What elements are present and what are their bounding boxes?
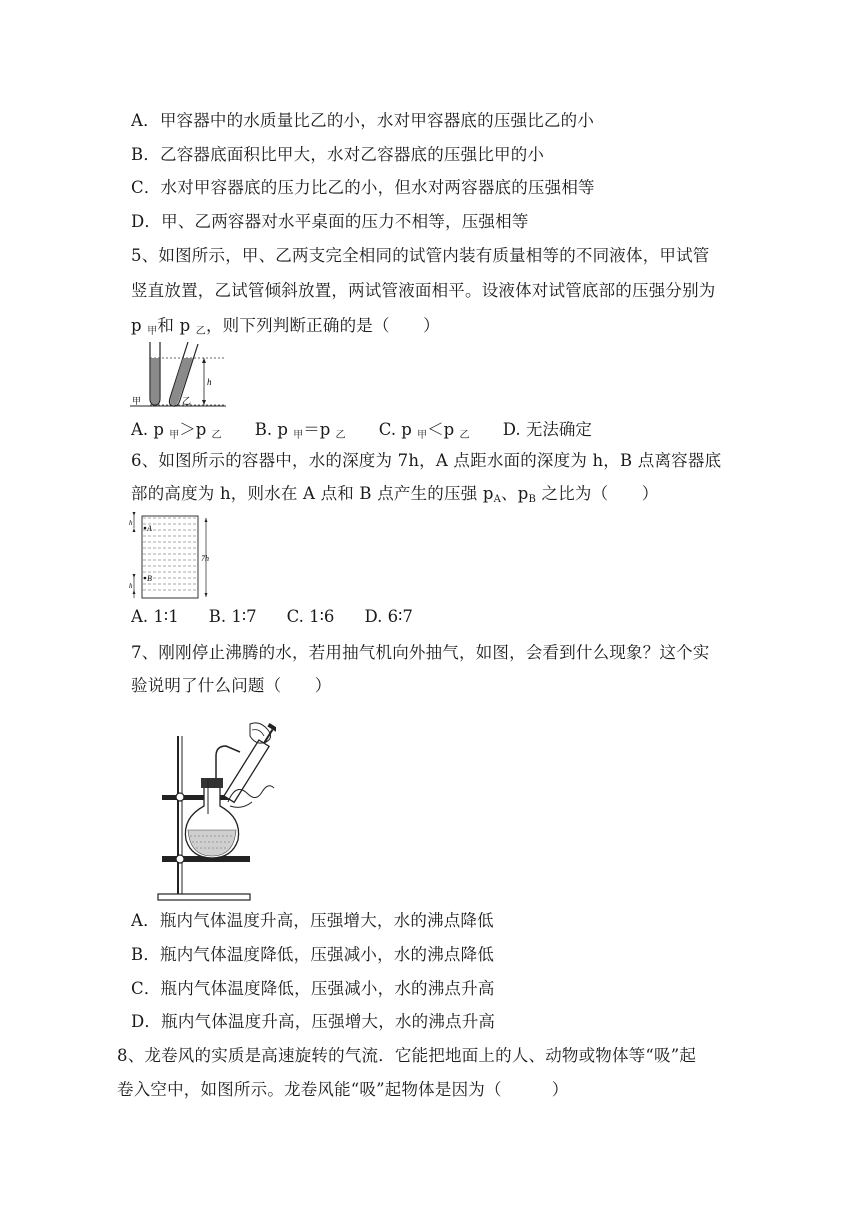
q6-text-line-1: 6、如图所示的容器中，水的深度为 7h，A 点距水面的深度为 h，B 点离容器底 — [131, 451, 722, 470]
q6-option-a: A. 1∶1 — [131, 607, 179, 626]
q5-text-line-3: p $_甲$和 p $_乙$，则下列判断正确的是（ ） — [131, 316, 440, 337]
q6-option-d: D. 6∶7 — [364, 607, 413, 626]
q6-fig-b-label: B — [147, 574, 152, 583]
q7-text-line-1: 7、刚刚停止沸腾的水，若用抽气机向外抽气，如图，会看到什么现象？这个实 — [131, 643, 710, 662]
q6-fig-a-label: A — [147, 524, 152, 533]
q5-option-b: B. p $_甲$＝p $_乙$ — [254, 420, 346, 441]
q6-options — [131, 607, 441, 626]
q5-fig-yi-label: 乙 — [182, 397, 192, 407]
q4-option-c: C．水对甲容器底的压力比乙的小，但水对两容器底的压强相等 — [131, 178, 595, 197]
q5-text-line-2: 竖直放置，乙试管倾斜放置，两试管液面相平。设液体对试管底部的压强分别为 — [131, 281, 716, 300]
q5-option-c: C. p $_甲$＜p $_乙$ — [378, 420, 470, 441]
q5-text-line-1: 5、如图所示，甲、乙两支完全相同的试管内装有质量相等的不同液体，甲试管 — [131, 246, 710, 265]
q6-option-c: C. 1∶6 — [286, 607, 335, 626]
vacuum-pump-flask-figure — [156, 722, 276, 904]
q7-option-b: B．瓶内气体温度降低，压强减小，水的沸点降低 — [131, 945, 495, 964]
q4-option-a: A．甲容器中的水质量比乙的小，水对甲容器底的压强比乙的小 — [131, 111, 595, 130]
q7-option-a: A．瓶内气体温度升高，压强增大，水的沸点降低 — [131, 911, 494, 930]
q8-text-line-1: 8、龙卷风的实质是高速旋转的气流．它能把地面上的人、动物或物体等“吸”起 — [117, 1046, 697, 1065]
q6-text-line-2: 部的高度为 h，则水在 A 点和 B 点产生的压强 $p_A$、$p_B$ 之比为（ ） — [131, 484, 659, 505]
q5-fig-jia-label: 甲 — [132, 397, 142, 407]
q4-option-d: D．甲、乙两容器对水平桌面的压力不相等，压强相等 — [131, 212, 529, 231]
q5-option-d: D. 无法确定 — [502, 420, 592, 439]
test-tubes-figure — [128, 340, 228, 410]
q5-fig-h-label: h — [207, 377, 212, 387]
container-figure — [128, 508, 218, 600]
q7-option-d: D．瓶内气体温度升高，压强增大，水的沸点升高 — [131, 1012, 496, 1031]
q8-text-line-2: 卷入空中，如图所示。龙卷风能“吸”起物体是因为（ ） — [117, 1080, 569, 1099]
q6-fig-7h-label: 7h — [201, 554, 209, 563]
q6-option-b: B. 1∶7 — [208, 607, 257, 626]
q4-option-b: B．乙容器底面积比甲大，水对乙容器底的压强比甲的小 — [131, 145, 545, 164]
q5-option-a: A. p $_甲$＞p $_乙$ — [131, 420, 222, 441]
q6-fig-h-bottom: h — [129, 582, 133, 590]
q5-options — [131, 416, 620, 441]
q6-fig-h-top: h — [129, 519, 133, 527]
q7-text-line-2: 验说明了什么问题（ ） — [131, 676, 332, 695]
q7-option-c: C．瓶内气体温度降低，压强减小，水的沸点升高 — [131, 979, 495, 998]
